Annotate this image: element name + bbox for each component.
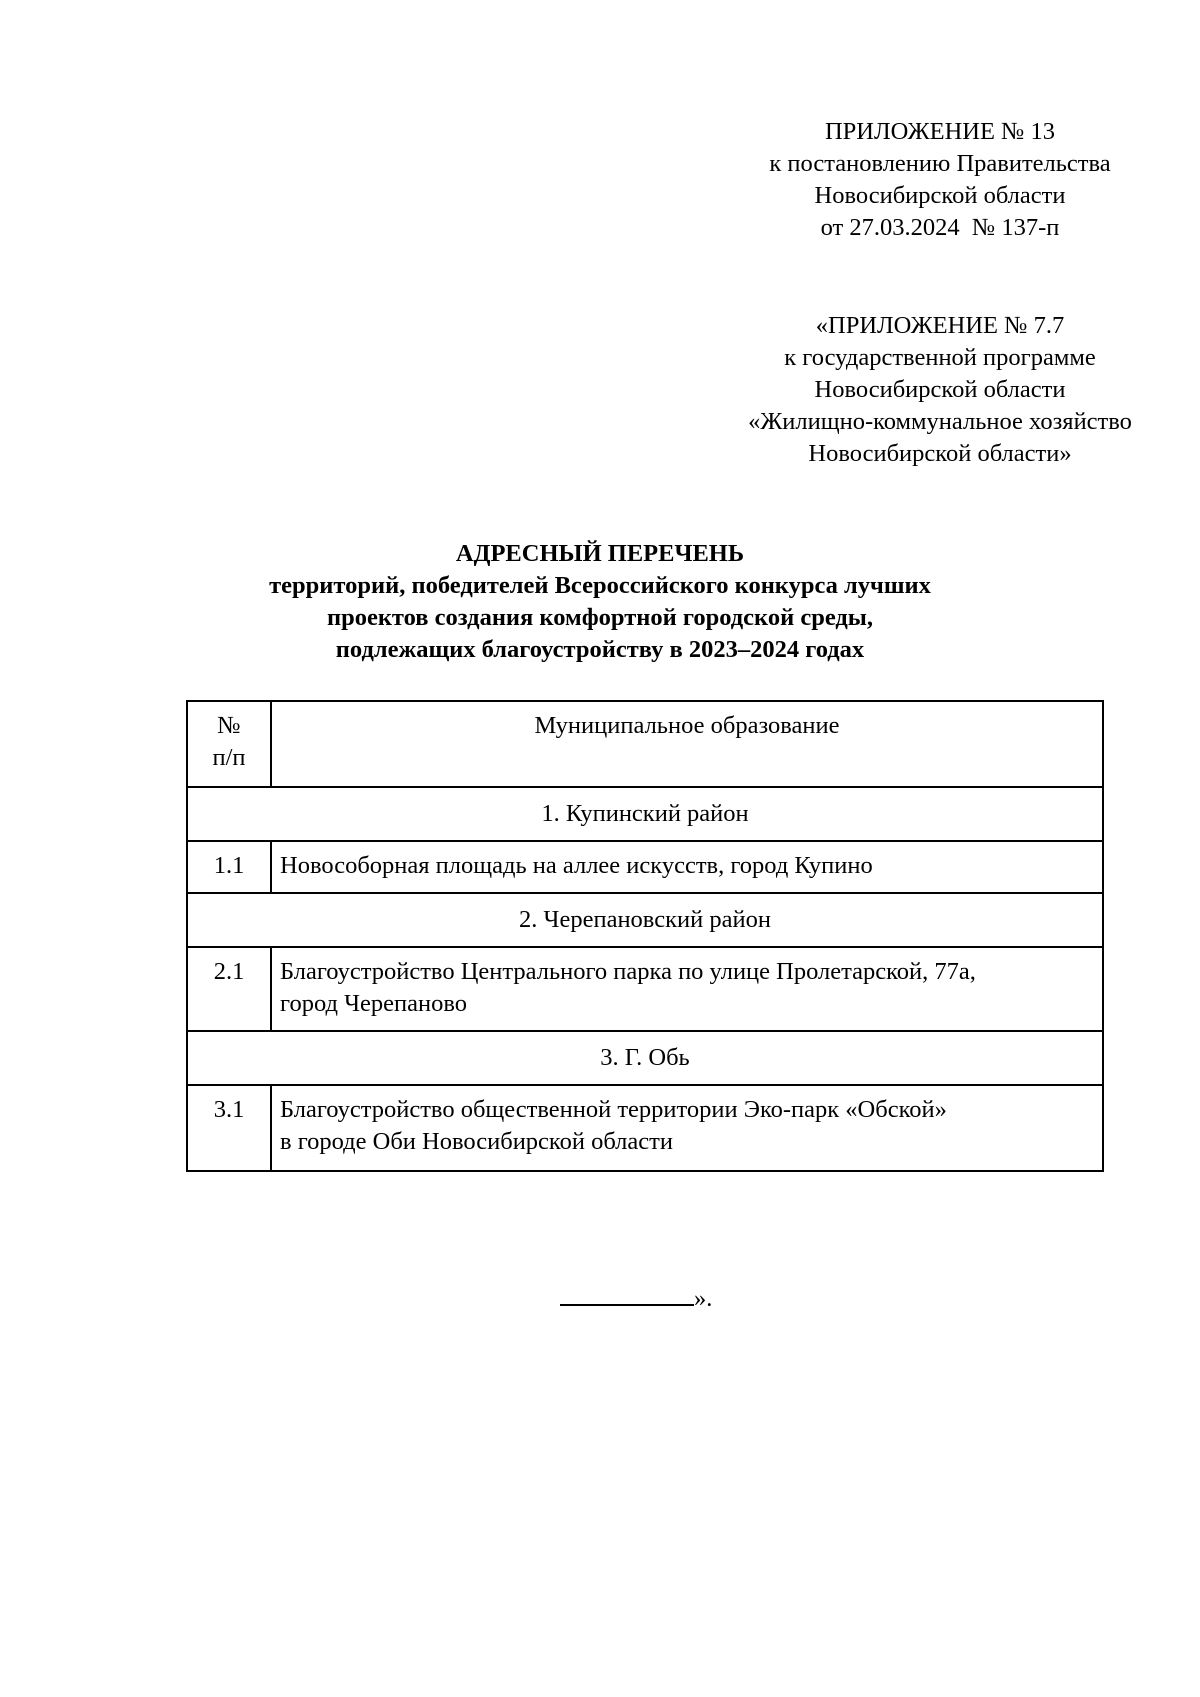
document-title-line: проектов создания комфортной городской среды, — [326, 604, 874, 631]
table-header-row — [187, 701, 1103, 787]
closing-mark — [560, 1278, 712, 1315]
row-name-line: Благоустройство общественной территории Эко-парк «Обской» — [280, 1096, 947, 1123]
section-title: 2. Черепановский район — [187, 893, 1103, 947]
document-title — [150, 538, 1050, 666]
row-name — [271, 1085, 1103, 1171]
document-title-line: подлежащих благоустройству в 2023–2024 годах — [335, 636, 865, 663]
address-list-table — [186, 700, 1104, 1172]
program-appendix-header — [690, 310, 1190, 470]
document-title-line: АДРЕСНЫЙ ПЕРЕЧЕНЬ — [455, 540, 745, 567]
program-appendix-line: Новосибирской области — [814, 376, 1066, 403]
header-name-cell: Муниципальное образование — [271, 701, 1103, 787]
row-name-line: в городе Оби Новосибирской области — [280, 1128, 673, 1155]
section-title: 3. Г. Обь — [187, 1031, 1103, 1085]
section-row — [187, 893, 1103, 947]
header-number-abbr: п/п — [212, 744, 246, 771]
appendix-header-line: от 27.03.2024 № 137-п — [820, 214, 1060, 241]
program-appendix-line: Новосибирской области» — [808, 440, 1072, 467]
row-number: 3.1 — [187, 1085, 271, 1171]
table-row — [187, 841, 1103, 893]
table-row — [187, 1085, 1103, 1171]
section-row — [187, 1031, 1103, 1085]
row-name-line: город Черепаново — [280, 990, 467, 1017]
program-appendix-line: к государственной программе — [784, 344, 1096, 371]
closing-quote: ». — [694, 1285, 713, 1312]
row-name-line: Благоустройство Центрального парка по улице Пролетарской, 77а, — [280, 958, 976, 985]
document-title-line: территорий, победителей Всероссийского конкурса лучших — [269, 572, 931, 599]
appendix-header — [730, 116, 1150, 244]
appendix-header-line: к постановлению Правительства — [769, 150, 1111, 177]
appendix-header-line: Новосибирской области — [814, 182, 1066, 209]
section-row — [187, 787, 1103, 841]
header-number-cell — [187, 701, 271, 787]
section-title: 1. Купинский район — [187, 787, 1103, 841]
header-number-symbol: № — [217, 712, 241, 739]
row-number: 1.1 — [187, 841, 271, 893]
table-row — [187, 947, 1103, 1031]
closing-underline — [560, 1278, 694, 1306]
row-number: 2.1 — [187, 947, 271, 1031]
row-name — [271, 841, 1103, 893]
row-name — [271, 947, 1103, 1031]
row-name-line: Новособорная площадь на аллее искусств, город Купино — [280, 852, 873, 879]
program-appendix-line: «ПРИЛОЖЕНИЕ № 7.7 — [815, 312, 1065, 339]
appendix-header-line: ПРИЛОЖЕНИЕ № 13 — [824, 118, 1056, 145]
program-appendix-line: «Жилищно-коммунальное хозяйство — [748, 408, 1132, 435]
